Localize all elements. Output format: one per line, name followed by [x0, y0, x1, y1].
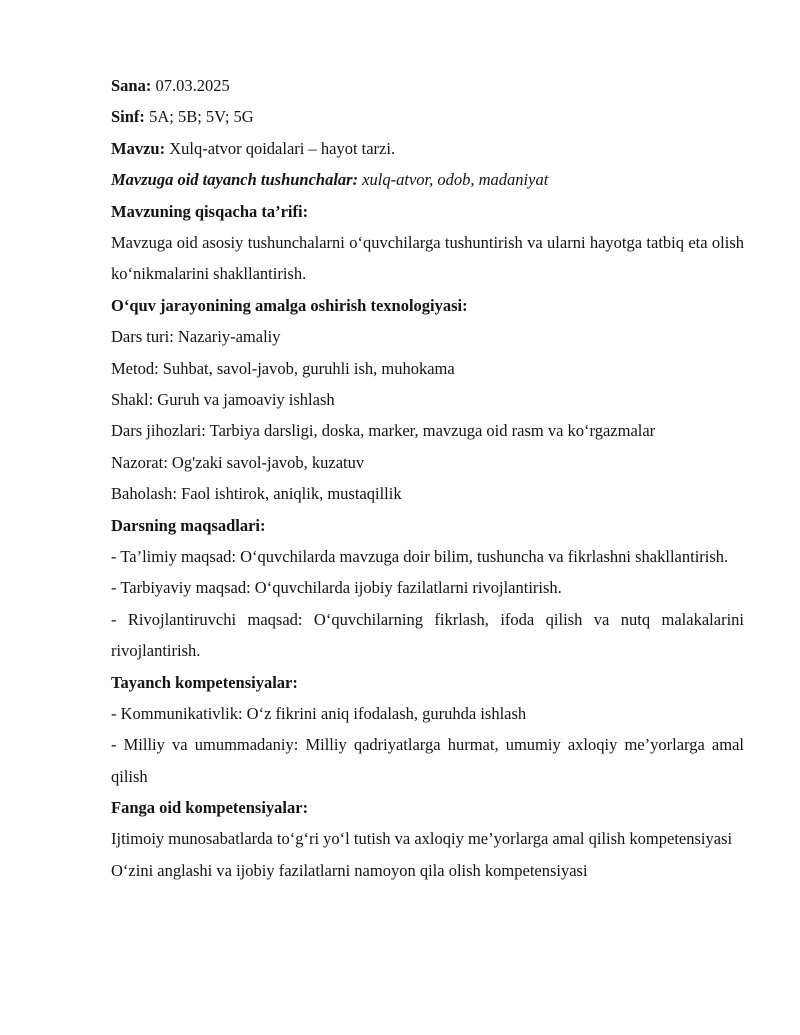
goals-heading	[111, 510, 744, 541]
class-value: 5A; 5B; 5V; 5G	[144, 107, 254, 127]
goals-heading-text: Darsning maqsadlari:	[111, 515, 266, 535]
social-competency: Ijtimoiy munosabatlarda to‘g‘ri yo‘l tutish va axloqiy me’yorlarga amal qilish kompetensiyasi	[111, 829, 733, 849]
communicative-competency: - Kommunikativlik: O‘z fikrini aniq ifodalash, guruhda ishlash	[111, 703, 527, 723]
key-concepts-label: Mavzuga oid tayanch tushunchalar:	[111, 170, 359, 190]
core-competencies-heading	[111, 667, 744, 698]
date-label: Sana:	[111, 76, 152, 95]
assessment-line: Baholash: Faol ishtirok, aniqlik, mustaqillik	[111, 484, 402, 504]
key-concepts-line	[111, 164, 744, 195]
equipment-line: Dars jihozlari: Tarbiya darsligi, doska, marker, mavzuga oid rasm va ko‘rgazmalar	[111, 421, 656, 441]
technology-heading-text: O‘quv jarayonining amalga oshirish texnologiyasi:	[111, 295, 468, 315]
definition-heading-text: Mavzuning qisqacha ta’rifi:	[111, 201, 309, 221]
topic-line	[111, 133, 744, 164]
method-line: Metod: Suhbat, savol-javob, guruhli ish, muhokama	[111, 358, 455, 378]
lesson-type-line: Dars turi: Nazariy-amaliy	[111, 327, 281, 347]
subject-competencies-heading	[111, 792, 744, 823]
core-competencies-heading-text: Tayanch kompetensiyalar:	[111, 672, 298, 692]
date-line	[111, 70, 744, 101]
educational-goal: - Ta’limiy maqsad: O‘quvchilarda mavzuga doir bilim, tushuncha va fikrlashni shakllantirish.	[111, 546, 729, 566]
subject-competencies-heading-text: Fanga oid kompetensiyalar:	[111, 798, 309, 818]
date-value: 07.03.2025	[151, 76, 230, 95]
document-page	[111, 70, 744, 886]
topic-label: Mavzu:	[111, 138, 166, 158]
self-awareness-competency: O‘zini anglashi va ijobiy fazilatlarni namoyon qila olish kompetensiyasi	[111, 860, 588, 880]
topic-value: Xulq-atvor qoidalari – hayot tarzi.	[165, 138, 396, 158]
technology-heading	[111, 290, 744, 321]
upbringing-goal: - Tarbiyaviy maqsad: O‘quvchilarda ijobiy fazilatlarni rivojlantirish.	[111, 578, 562, 598]
definition-text: Mavzuga oid asosiy tushunchalarni o‘quvchilarga tushuntirish va ularni hayotga tatbiq eta olish ko‘nikmalarini shakllantirish.	[111, 232, 744, 284]
cultural-competency: - Milliy va umummadaniy: Milliy qadriyatlarga hurmat, umumiy axloqiy me’yorlarga amal qilish	[111, 735, 744, 786]
control-line: Nazorat: Og'zaki savol-javob, kuzatuv	[111, 452, 365, 472]
class-line	[111, 101, 744, 132]
class-label: Sinf:	[111, 107, 145, 127]
key-concepts-value: xulq-atvor, odob, madaniyat	[358, 170, 549, 190]
form-line: Shakl: Guruh va jamoaviy ishlash	[111, 389, 335, 409]
definition-heading	[111, 196, 744, 227]
developmental-goal: - Rivojlantiruvchi maqsad: O‘quvchilarning fikrlash, ifoda qilish va nutq malakalarini rivojlantirish.	[111, 609, 744, 661]
